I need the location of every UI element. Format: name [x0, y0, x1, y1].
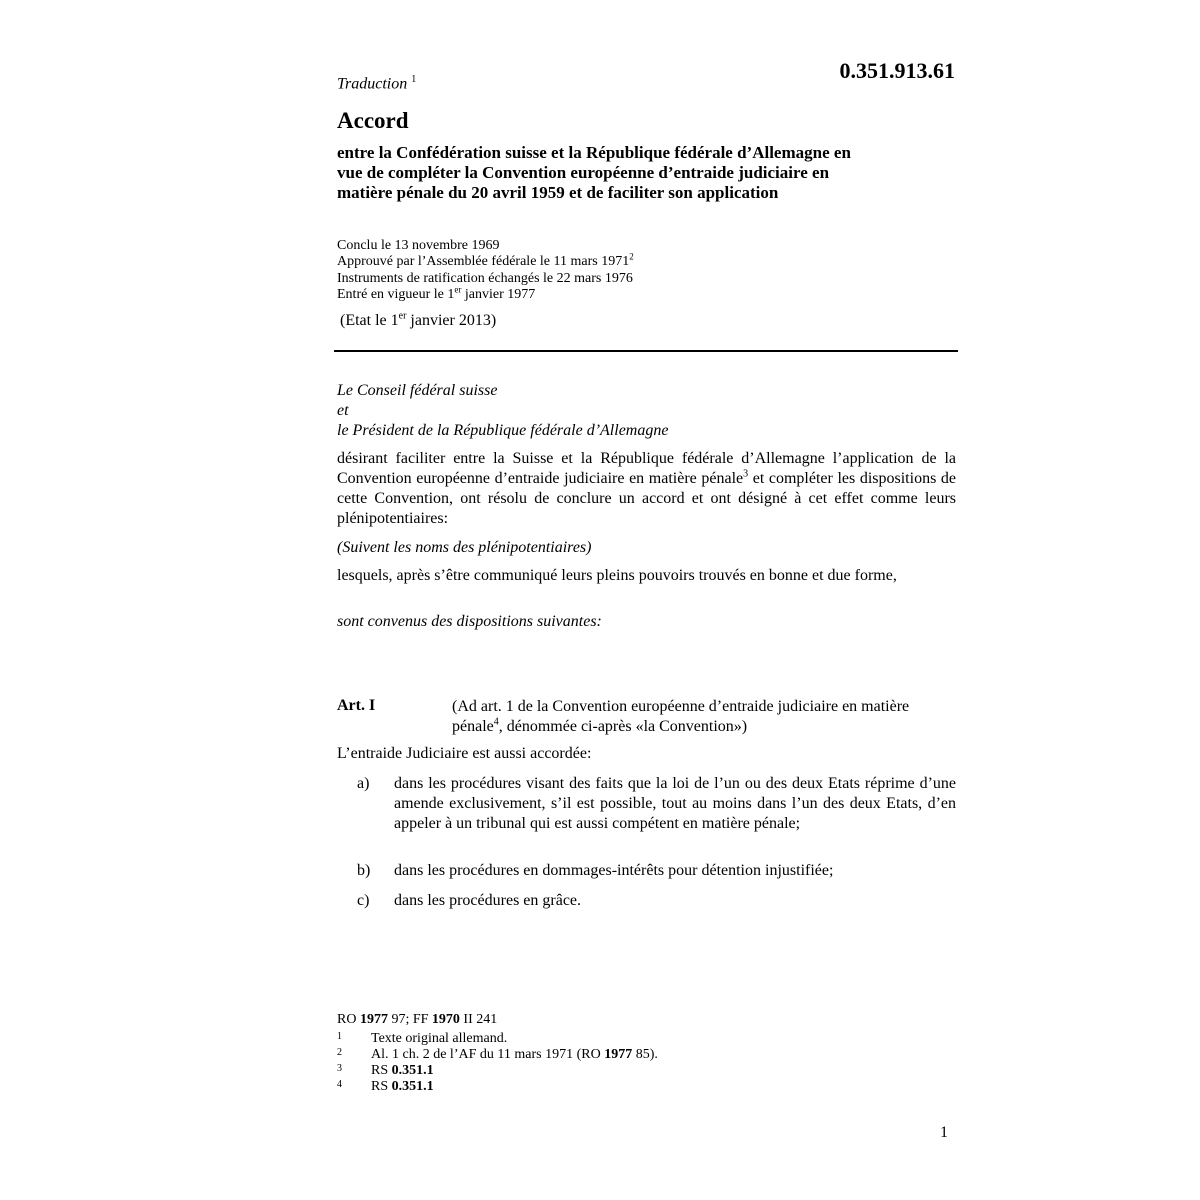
footnote-number: 3 [337, 1063, 342, 1074]
translation-label [337, 74, 416, 93]
footnote-text-prefix: Al. 1 ch. 2 de l’AF du 11 mars 1971 (RO [371, 1047, 605, 1062]
document-subtitle [337, 143, 957, 203]
footnote-text-suffix: 85). [632, 1047, 658, 1062]
subtitle-line-1: entre la Confédération suisse et la République fédérale d’Allemagne en [337, 143, 851, 162]
footnote-number: 2 [337, 1047, 342, 1058]
list-item [357, 861, 957, 883]
subtitle-line-2: vue de compléter la Convention européenne d’entraide judiciaire en [337, 163, 830, 182]
footnote-text [371, 1079, 434, 1095]
document-number: 0.351.913.61 [839, 58, 955, 83]
intro-text-2: et compléter les dispositions de cette Convention, ont résolu de conclure un accord et ont désigné à cet effet comme leurs plénipotentiaires: [337, 470, 957, 527]
state-date [340, 312, 496, 330]
ref-ro-page: 97; FF [387, 1012, 432, 1027]
footnote-ref-1[interactable]: 1 [411, 74, 417, 85]
list-item-text: dans les procédures en dommages-intérêts pour détention injustifiée; [394, 862, 834, 879]
contracting-parties [337, 381, 956, 441]
convenus-paragraph: sont convenus des dispositions suivantes: [337, 613, 602, 630]
list-item-text: dans les procédures visant des faits que la loi de l’un ou des deux Etats réprime d’une amende exclusivement, s’il est possible, tout au moins dans l’un des deux Etats, d’en appeler à un tribunal qui est aussi compétent en matière pénale; [394, 775, 956, 832]
state-suffix: janvier 2013) [406, 312, 497, 329]
article-heading-text-1: (Ad art. 1 de la Convention européenne d’entraide judiciaire en matière pénale [452, 698, 910, 735]
party-conjunction: et [337, 402, 349, 419]
ratification-date: Instruments de ratification échangés le 22 mars 1976 [337, 270, 633, 286]
list-item-label: b) [357, 862, 371, 879]
party-1: Le Conseil fédéral suisse [337, 382, 498, 399]
state-sup: er [398, 310, 407, 322]
horizontal-rule [334, 350, 958, 352]
footnote-ref-2[interactable]: 2 [629, 251, 634, 262]
list-item [357, 774, 957, 856]
official-reference [337, 1012, 497, 1028]
list-item-label: c) [357, 892, 370, 909]
plenipotentiaries-note: (Suivent les noms des plénipotentiaires) [337, 539, 592, 556]
footnote-text-prefix: RS [371, 1063, 392, 1078]
entry-into-force-date [337, 284, 634, 303]
document-title: Accord [337, 108, 409, 133]
footnote-ref-3[interactable]: 3 [743, 468, 749, 480]
list-item [357, 891, 957, 913]
footnote-number: 4 [337, 1079, 342, 1090]
entry-sup: er [454, 284, 462, 295]
approved-date [337, 251, 634, 270]
translation-text: Traduction [337, 75, 408, 93]
concluded-date: Conclu le 13 novembre 1969 [337, 238, 500, 253]
intro-text-1: désirant faciliter entre la Suisse et la République fédérale d’Allemagne l’application de la Convention européenne d’entraide judiciaire en matière pénale [337, 450, 956, 487]
article-label: Art. I [337, 697, 376, 714]
footnote-text [371, 1047, 658, 1063]
footnote-ref-4[interactable]: 4 [493, 716, 499, 728]
footnote-text-bold: 0.351.1 [391, 1079, 434, 1094]
subtitle-line-3: matière pénale du 20 avril 1959 et de faciliter son application [337, 183, 779, 202]
page-number: 1 [940, 1124, 948, 1141]
lesquels-paragraph: lesquels, après s’être communiqué leurs pleins pouvoirs trouvés en bonne et due forme, [337, 567, 897, 584]
party-2: le Président de la République fédérale d’Allemagne [337, 422, 669, 439]
state-prefix: (Etat le 1 [340, 312, 399, 329]
article-heading-text-2: , dénommée ci-après «la Convention») [498, 718, 748, 735]
article-heading [452, 697, 932, 737]
footnote-text-bold: 0.351.1 [391, 1063, 434, 1078]
footnote-text: Texte original allemand. [371, 1031, 508, 1046]
article-intro: L’entraide Judiciaire est aussi accordée: [337, 745, 592, 762]
entry-prefix: Entré en vigueur le 1 [337, 286, 455, 302]
preamble-intro [337, 449, 956, 529]
ref-ro-year: 1977 [359, 1012, 388, 1027]
list-item-text: dans les procédures en grâce. [394, 892, 582, 909]
dates-block [337, 238, 634, 303]
footnote-text-bold: 1977 [604, 1047, 633, 1062]
ref-ff-page: II 241 [459, 1012, 498, 1027]
approved-text: Approuvé par l’Assemblée fédérale le 11 mars 1971 [337, 254, 630, 270]
footnote-number: 1 [337, 1031, 342, 1042]
list-item-label: a) [357, 775, 370, 792]
entry-suffix: janvier 1977 [461, 286, 536, 302]
footnote-text [371, 1063, 434, 1079]
footnote-text-prefix: RS [371, 1079, 392, 1094]
ref-ro: RO [337, 1012, 360, 1027]
ref-ff-year: 1970 [431, 1012, 460, 1027]
